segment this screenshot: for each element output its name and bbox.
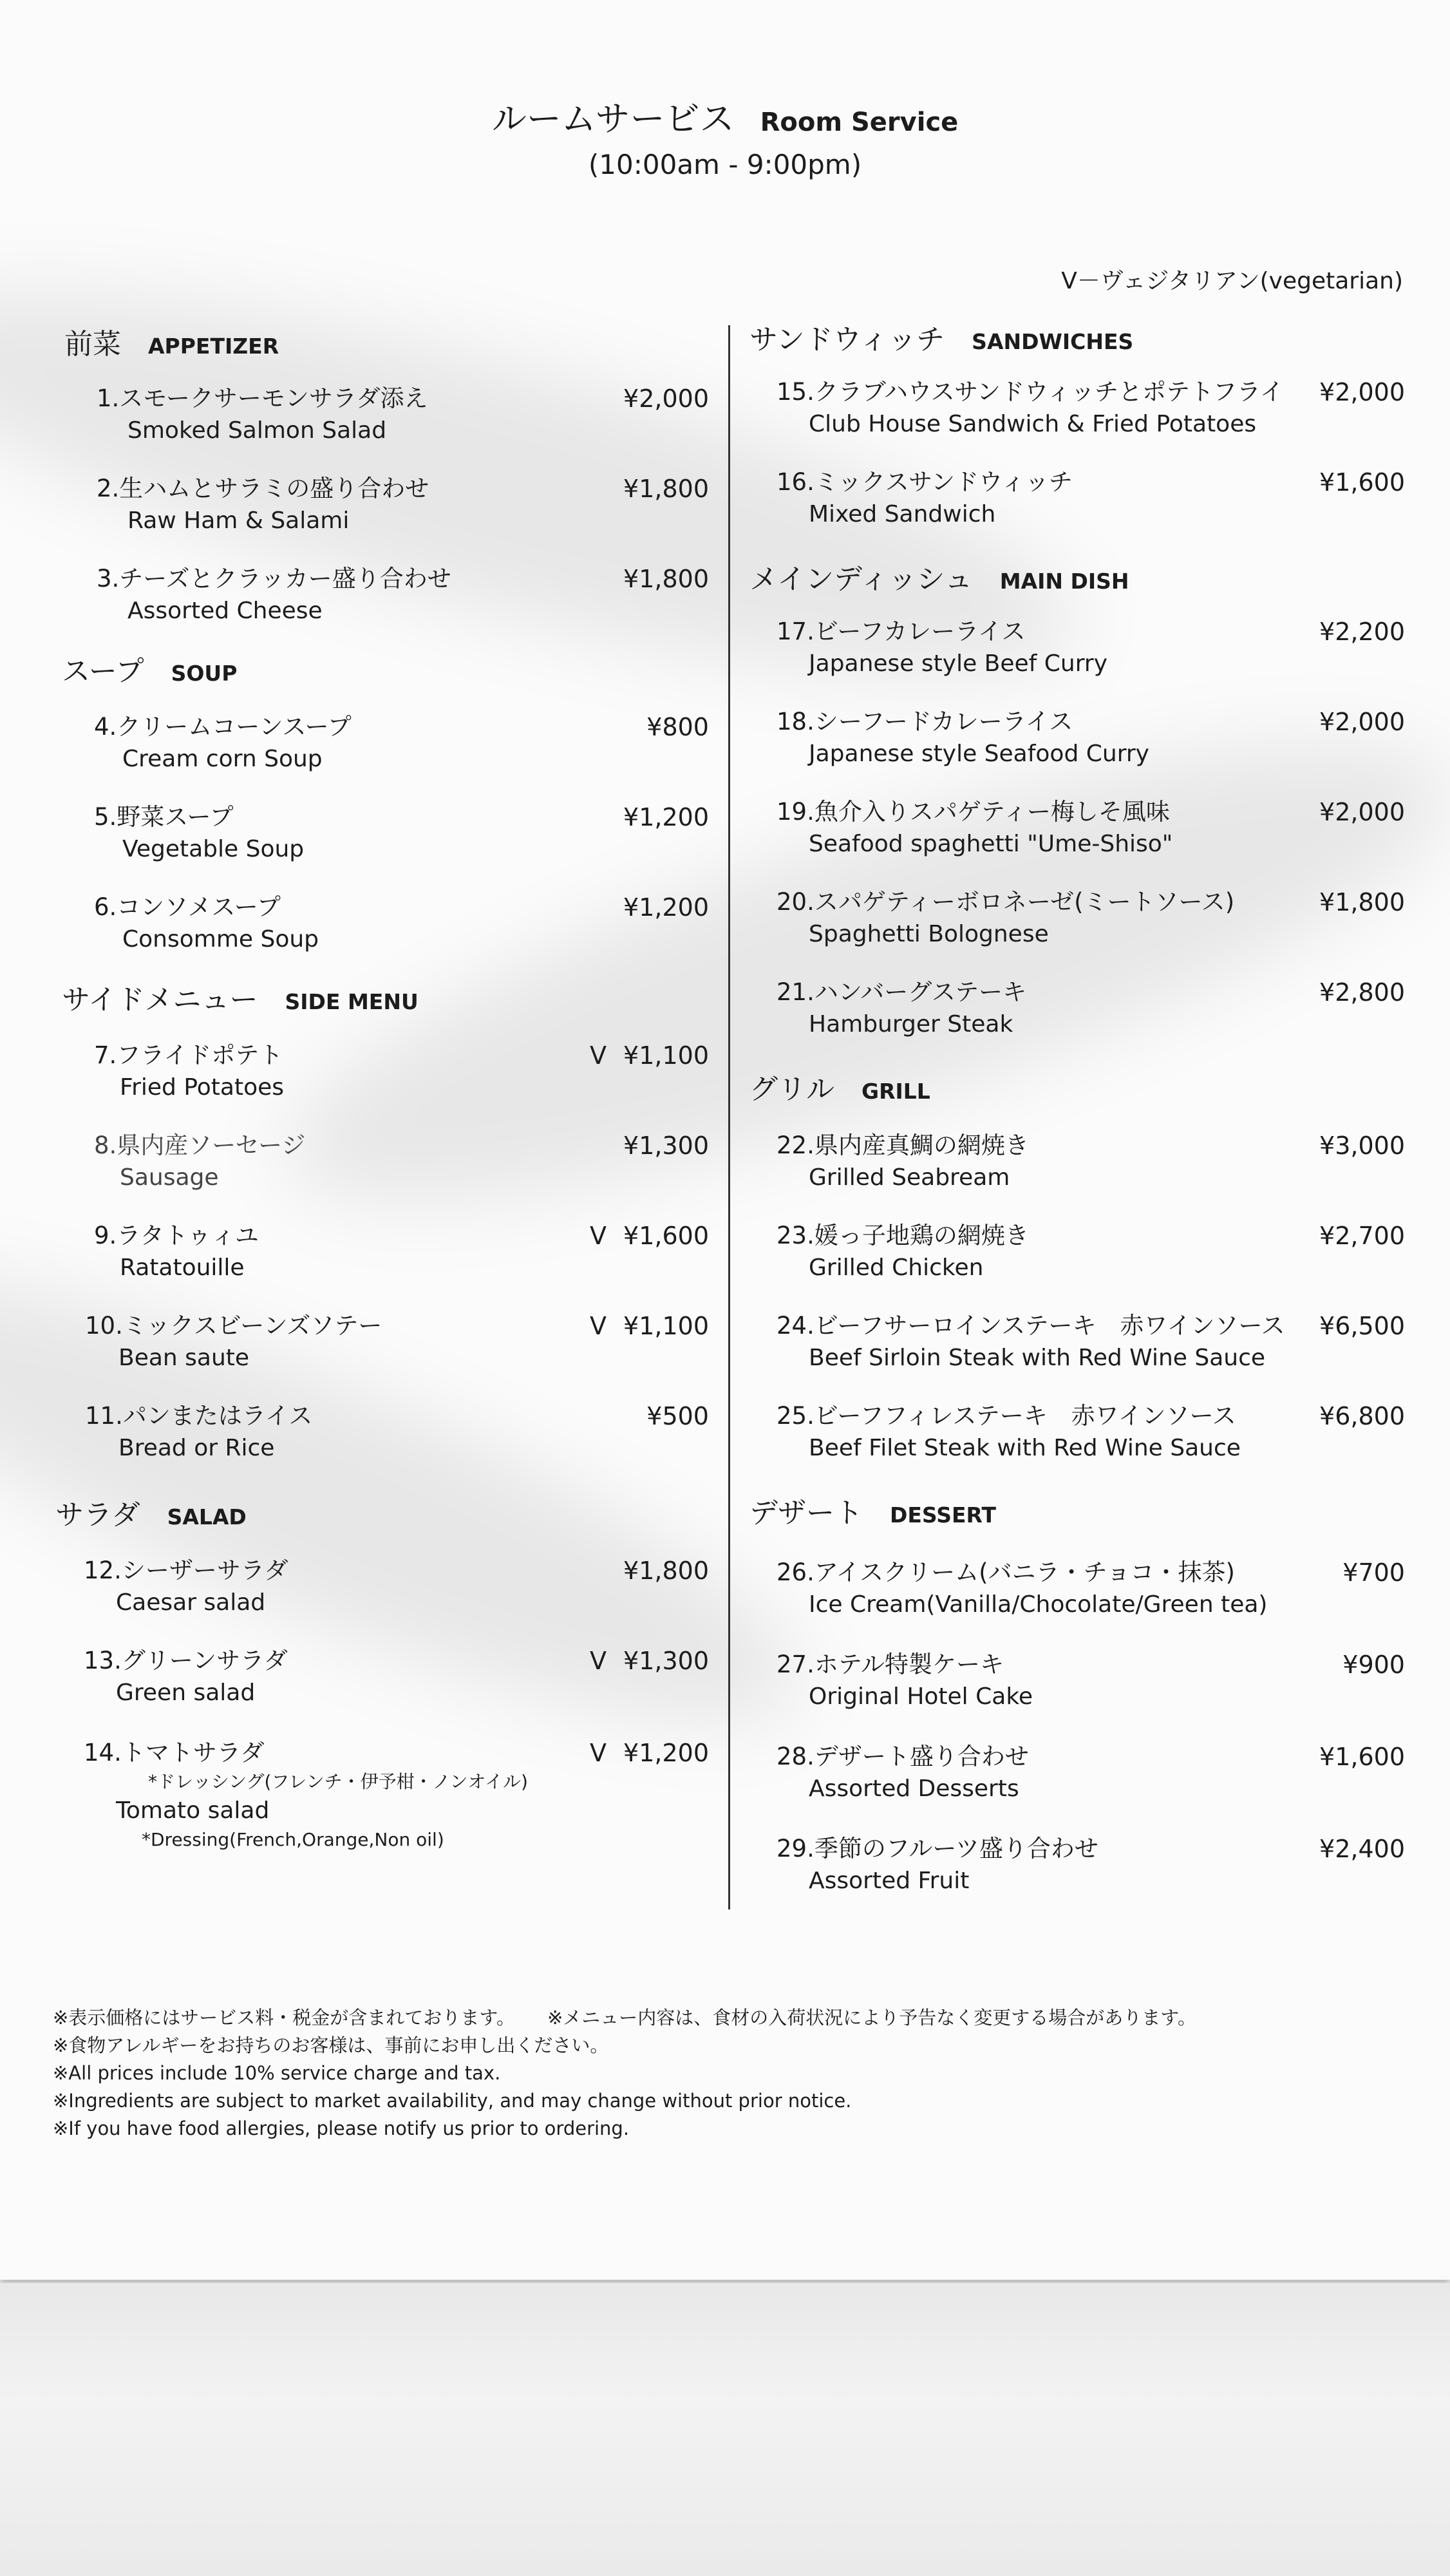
dressing-note-jp: *ドレッシング(フレンチ・伊予柑・ノンオイル) — [148, 1771, 528, 1792]
section-side-menu — [62, 981, 419, 1021]
section-title-en: SANDWICHES — [972, 329, 1134, 354]
section-title-en: APPETIZER — [148, 334, 279, 359]
item-price: ¥6,800 — [1319, 1402, 1405, 1430]
price-value: ¥1,100 — [623, 1312, 709, 1340]
item-price — [607, 801, 709, 833]
item-price: ¥1,600 — [1319, 468, 1405, 497]
menu-item — [777, 796, 1450, 860]
price-value: ¥800 — [646, 713, 709, 741]
price-value: ¥2,000 — [623, 384, 709, 413]
price-value: ¥1,200 — [623, 893, 709, 922]
section-title-en: DESSERT — [890, 1502, 996, 1528]
item-name-en: Sausage — [120, 1164, 219, 1191]
item-price — [607, 1555, 709, 1587]
item-price: ¥2,200 — [1319, 618, 1405, 646]
item-name-jp: 27.ホテル特製ケーキ — [777, 1651, 1004, 1678]
item-name-jp: 19.魚介入りスパゲティー梅しそ風味 — [777, 798, 1170, 826]
item-price — [607, 383, 709, 415]
item-name-jp: 20.スパゲティーボロネーゼ(ミートソース) — [777, 888, 1235, 916]
item-name-en: Caesar salad — [116, 1589, 266, 1616]
item-price: ¥2,700 — [1319, 1222, 1405, 1250]
item-price: ¥700 — [1342, 1558, 1405, 1587]
item-name-jp: 17.ビーフカレーライス — [777, 618, 1026, 645]
item-name-jp: 1.スモークサーモンサラダ添え — [97, 384, 428, 412]
price-value: ¥1,100 — [623, 1041, 709, 1070]
item-name-jp: 9.ラタトゥィユ — [94, 1222, 259, 1249]
section-title-jp: スープ — [62, 655, 144, 688]
item-price — [590, 1645, 709, 1677]
item-price: ¥2,000 — [1319, 708, 1405, 736]
price-value: ¥1,800 — [623, 475, 709, 503]
item-name-jp: 5.野菜スープ — [94, 803, 234, 831]
menu-title — [0, 97, 1450, 145]
vegetarian-mark: V — [590, 1312, 607, 1340]
item-name-en: Beef Sirloin Steak with Red Wine Sauce — [809, 1345, 1266, 1371]
item-name-en: Club House Sandwich & Fried Potatoes — [809, 411, 1257, 437]
item-name-jp: 16.ミックスサンドウィッチ — [777, 468, 1073, 496]
menu-item — [94, 1130, 728, 1194]
item-name-jp: 25.ビーフフィレステーキ 赤ワインソース — [777, 1402, 1236, 1430]
item-name-en: Ice Cream(Vanilla/Chocolate/Green tea) — [809, 1591, 1268, 1618]
menu-item — [777, 1557, 1450, 1621]
item-name-jp: 13.グリーンサラダ — [84, 1647, 288, 1674]
item-name-en: Japanese style Beef Curry — [809, 650, 1108, 677]
item-name-en: Bread or Rice — [118, 1435, 275, 1461]
menu-item — [777, 1833, 1450, 1897]
menu-item — [777, 616, 1450, 680]
menu-item — [777, 466, 1450, 531]
menu-item — [97, 383, 728, 447]
section-dessert — [749, 1494, 996, 1535]
item-name-en: Fried Potatoes — [120, 1074, 285, 1101]
item-name-jp: 28.デザート盛り合わせ — [777, 1743, 1029, 1770]
section-title-en: MAIN DISH — [999, 569, 1129, 594]
vegetarian-mark: V — [590, 1222, 607, 1250]
section-title-en: SOUP — [171, 661, 238, 686]
item-name-en: Raw Ham & Salami — [127, 507, 350, 534]
menu-item — [777, 1130, 1450, 1194]
vegetarian-mark: V — [590, 1739, 607, 1767]
menu-item — [94, 1220, 728, 1284]
item-price: ¥2,000 — [1319, 798, 1405, 826]
section-title-jp: グリル — [749, 1073, 834, 1106]
item-name-en: Hamburger Steak — [809, 1011, 1013, 1037]
item-name-jp: 4.クリームコーンスープ — [94, 713, 352, 741]
footnote-allergy-jp: ※食物アレルギーをお持ちのお客様は、事前にお申し出ください。 — [53, 2034, 609, 2056]
vegetarian-mark: V — [590, 1647, 607, 1675]
item-name-jp: 24.ビーフサーロインステーキ 赤ワインソース — [777, 1312, 1285, 1340]
item-name-en: Ratatouille — [120, 1255, 245, 1281]
item-name-jp: 15.クラブハウスサンドウィッチとポテトフライ — [777, 378, 1284, 406]
item-price: ¥1,600 — [1319, 1743, 1405, 1771]
menu-item — [777, 1400, 1450, 1464]
item-name-en: Seafood spaghetti "Ume-Shiso" — [809, 831, 1173, 857]
footnote-tax-jp: ※表示価格にはサービス料・税金が含まれております。 — [53, 2007, 515, 2029]
item-name-jp: 26.アイスクリーム(バニラ・チョコ・抹茶) — [777, 1558, 1235, 1586]
vegetarian-mark: V — [590, 1041, 607, 1070]
item-name-jp: 29.季節のフルーツ盛り合わせ — [777, 1835, 1098, 1862]
item-name-en: Vegetable Soup — [122, 836, 305, 862]
item-price: ¥6,500 — [1319, 1312, 1405, 1340]
menu-item — [84, 1555, 728, 1619]
item-name-en: Beef Filet Steak with Red Wine Sauce — [809, 1435, 1241, 1461]
item-name-en: Grilled Chicken — [809, 1255, 984, 1281]
menu-item — [97, 473, 728, 537]
item-name-en: Cream corn Soup — [122, 746, 323, 772]
menu-item — [97, 563, 728, 627]
footnote-availability-en: ※Ingredients are subject to market availability, and may change without prior notice. — [53, 2090, 852, 2112]
item-name-en: Spaghetti Bolognese — [809, 921, 1049, 947]
section-title-jp: サンドウィッチ — [749, 323, 945, 356]
price-value: ¥1,800 — [623, 565, 709, 593]
item-price — [590, 1737, 709, 1769]
section-title-en: SIDE MENU — [285, 989, 419, 1014]
item-price: ¥900 — [1342, 1651, 1405, 1679]
menu-item — [777, 706, 1450, 770]
footnote-availability-jp: ※メニュー内容は、食材の入荷状況により予告なく変更する場合があります。 — [547, 2007, 1196, 2029]
item-name-jp: 22.県内産真鯛の網焼き — [777, 1132, 1029, 1159]
section-title-en: GRILL — [862, 1079, 930, 1104]
item-name-jp: 10.ミックスビーンズソテー — [85, 1312, 382, 1340]
item-price — [630, 711, 709, 743]
menu-item — [85, 1310, 728, 1374]
footnote-tax-en: ※All prices include 10% service charge and tax. — [53, 2062, 501, 2084]
item-name-en: Mixed Sandwich — [809, 501, 996, 527]
item-name-en: Bean saute — [118, 1345, 250, 1371]
section-appetizer — [64, 325, 279, 366]
item-name-jp: 6.コンソメスープ — [94, 893, 281, 921]
item-name-en: Smoked Salmon Salad — [127, 417, 387, 444]
item-name-en: Japanese style Seafood Curry — [809, 741, 1149, 767]
price-value: ¥1,200 — [623, 1739, 709, 1767]
price-value: ¥500 — [646, 1402, 709, 1430]
section-title-jp: サイドメニュー — [62, 983, 258, 1016]
item-name-jp: 12.シーザーサラダ — [84, 1557, 288, 1584]
menu-item — [85, 1400, 728, 1464]
service-hours: (10:00am - 9:00pm) — [588, 149, 862, 180]
item-price: ¥2,800 — [1319, 978, 1405, 1007]
menu-item — [777, 1220, 1450, 1284]
item-price: ¥2,000 — [1319, 378, 1405, 406]
price-value: ¥1,200 — [623, 803, 709, 831]
item-name-jp: 21.ハンバーグステーキ — [777, 978, 1027, 1006]
section-sandwiches — [749, 321, 1133, 361]
price-value: ¥1,800 — [623, 1557, 709, 1585]
menu-item — [94, 801, 728, 866]
section-main-dish — [749, 560, 1129, 601]
item-price: ¥1,800 — [1319, 888, 1405, 916]
section-title-jp: 前菜 — [64, 328, 121, 361]
item-name-jp: 7.フライドポテト — [94, 1041, 283, 1069]
item-price: ¥2,400 — [1319, 1835, 1405, 1863]
item-name-en: Assorted Cheese — [127, 598, 323, 624]
price-value: ¥1,300 — [623, 1132, 709, 1160]
menu-item — [94, 891, 728, 956]
menu-item — [777, 1649, 1450, 1713]
menu-item — [94, 1039, 728, 1104]
item-name-en: Grilled Seabream — [809, 1164, 1010, 1191]
item-price — [590, 1310, 709, 1342]
item-name-en: Assorted Fruit — [809, 1868, 970, 1894]
item-name-jp: 11.パンまたはライス — [85, 1402, 313, 1430]
section-salad — [55, 1496, 247, 1537]
menu-item — [777, 976, 1450, 1041]
item-price — [590, 1220, 709, 1252]
item-name-jp: 18.シーフードカレーライス — [777, 708, 1073, 735]
background-surface — [0, 2283, 1450, 2576]
item-name-jp: 8.県内産ソーセージ — [94, 1132, 306, 1159]
item-name-en: Tomato salad — [116, 1797, 270, 1824]
menu-item — [777, 886, 1450, 951]
item-name-en: Original Hotel Cake — [809, 1683, 1033, 1710]
section-title-jp: デザート — [749, 1497, 863, 1530]
item-price — [607, 1130, 709, 1162]
item-name-en: Assorted Desserts — [809, 1776, 1019, 1802]
section-title-jp: メインディッシュ — [749, 563, 973, 596]
item-name-en: Consomme Soup — [122, 926, 319, 952]
section-grill — [749, 1070, 930, 1111]
section-soup — [62, 652, 237, 693]
menu-item — [94, 711, 728, 775]
item-name-jp: 2.生ハムとサラミの盛り合わせ — [97, 475, 429, 502]
dressing-note-en: *Dressing(French,Orange,Non oil) — [142, 1829, 444, 1850]
price-value: ¥1,600 — [623, 1222, 709, 1250]
item-name-jp: 23.媛っ子地鶏の網焼き — [777, 1222, 1029, 1249]
vegetarian-legend: V－ヴェジタリアン(vegetarian) — [1061, 268, 1403, 294]
menu-item — [84, 1645, 728, 1709]
item-price — [607, 891, 709, 923]
menu-item — [777, 376, 1450, 440]
item-name-jp: 14.トマトサラダ — [84, 1739, 265, 1766]
section-title-jp: サラダ — [55, 1499, 140, 1531]
item-price — [590, 1039, 709, 1072]
item-price: ¥3,000 — [1319, 1132, 1405, 1160]
item-name-en: Green salad — [116, 1680, 256, 1706]
footnotes — [53, 2004, 1196, 2143]
item-price — [630, 1400, 709, 1432]
item-price — [607, 563, 709, 595]
section-title-en: SALAD — [167, 1504, 247, 1530]
title-en: Room Service — [760, 108, 959, 137]
menu-item — [777, 1741, 1450, 1805]
menu-item — [777, 1310, 1450, 1374]
menu-item — [84, 1737, 728, 1853]
title-jp: ルームサービス — [491, 99, 735, 139]
footnote-allergy-en: ※If you have food allergies, please notify us prior to ordering. — [53, 2117, 630, 2139]
item-price — [607, 473, 709, 505]
item-name-jp: 3.チーズとクラッカー盛り合わせ — [97, 565, 451, 592]
column-divider — [728, 325, 730, 1909]
price-value: ¥1,300 — [623, 1647, 709, 1675]
